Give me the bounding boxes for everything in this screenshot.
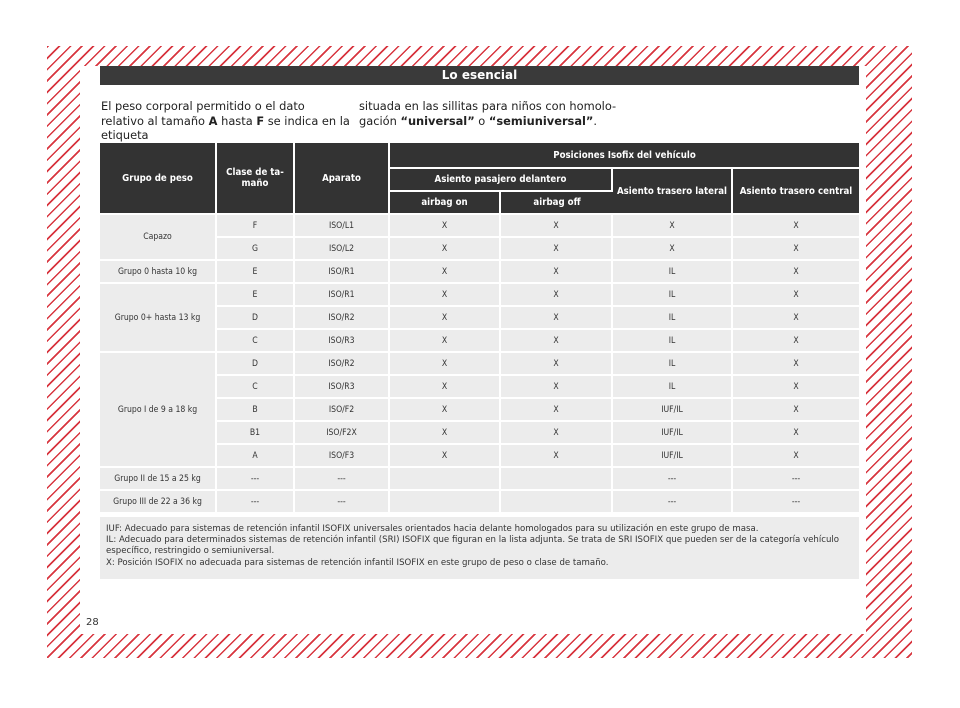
- intro-text: El peso corporal permitido o el dato relativo al tamaño: [101, 99, 305, 128]
- table-cell: X: [390, 215, 501, 236]
- table-cell: IL: [613, 261, 733, 282]
- table-cell: ISO/R2: [295, 353, 390, 374]
- table-cell: X: [613, 238, 733, 259]
- table-cell: ISO/F2: [295, 399, 390, 420]
- table-cell: [390, 468, 501, 489]
- table-cell: D: [217, 307, 295, 328]
- table-cell: X: [390, 376, 501, 397]
- intro-bold: “semiuniversal”: [488, 113, 594, 128]
- group-cell: Grupo II de 15 a 25 kg: [100, 468, 217, 489]
- table-cell: E: [217, 261, 295, 282]
- table-cell: IL: [613, 330, 733, 351]
- table-cell: ---: [295, 491, 390, 512]
- intro-text: se indica en la etiqueta: [101, 113, 350, 142]
- table-cell: ISO/R1: [295, 261, 390, 282]
- intro-bold: F: [256, 113, 265, 128]
- table-cell: X: [390, 330, 501, 351]
- table-cell: ISO/F2X: [295, 422, 390, 443]
- table-cell: A: [217, 445, 295, 466]
- table-cell: X: [390, 238, 501, 259]
- table-cell: X: [390, 422, 501, 443]
- group-cell: Grupo 0+ hasta 13 kg: [100, 284, 217, 351]
- table-cell: X: [733, 330, 859, 351]
- table-cell: X: [733, 261, 859, 282]
- table-cell: F: [217, 215, 295, 236]
- table-cell: ISO/R3: [295, 376, 390, 397]
- group-cell: Grupo III de 22 a 36 kg: [100, 491, 217, 512]
- table-cell: ---: [295, 468, 390, 489]
- header-aparato: Aparato: [295, 143, 390, 213]
- header-posiciones-isofix: Posiciones Isofix del vehículo: [390, 143, 859, 167]
- table-cell: ISO/L1: [295, 215, 390, 236]
- header-asiento-central: Asiento trasero central: [733, 169, 859, 213]
- table-cell: IL: [613, 307, 733, 328]
- table-cell: ---: [733, 491, 859, 512]
- table-row: [100, 261, 859, 282]
- intro-text: hasta: [217, 113, 257, 128]
- table-cell: X: [390, 307, 501, 328]
- table-cell: [390, 491, 501, 512]
- group-cell: Grupo 0 hasta 10 kg: [100, 261, 217, 282]
- table-cell: X: [501, 376, 613, 397]
- table-cell: ISO/R2: [295, 307, 390, 328]
- table-cell: X: [501, 422, 613, 443]
- table-cell: IL: [613, 376, 733, 397]
- header-airbag-off: airbag off: [501, 192, 613, 213]
- intro-bold: “universal”: [400, 113, 475, 128]
- table-cell: ---: [217, 491, 295, 512]
- table-cell: X: [501, 215, 613, 236]
- isofix-table-body: [100, 215, 859, 512]
- intro-text: situada en las sillitas para niños con homolo-gación: [359, 99, 617, 128]
- table-cell: X: [390, 353, 501, 374]
- table-cell: C: [217, 330, 295, 351]
- table-cell: C: [217, 376, 295, 397]
- section-header: Lo esencial: [100, 66, 859, 85]
- table-cell: [501, 468, 613, 489]
- group-cell: Grupo I de 9 a 18 kg: [100, 353, 217, 466]
- table-cell: X: [733, 215, 859, 236]
- table-cell: X: [501, 330, 613, 351]
- table-cell: ---: [613, 491, 733, 512]
- table-cell: ISO/R1: [295, 284, 390, 305]
- table-cell: X: [733, 445, 859, 466]
- intro-bold: A: [208, 113, 218, 128]
- table-cell: X: [733, 284, 859, 305]
- table-cell: X: [501, 284, 613, 305]
- table-cell: X: [733, 238, 859, 259]
- notes-box: [100, 517, 859, 579]
- table-cell: ISO/L2: [295, 238, 390, 259]
- header-asiento-delantero: Asiento pasajero delantero: [390, 169, 613, 190]
- table-cell: X: [501, 353, 613, 374]
- isofix-table: [100, 141, 859, 514]
- table-row: [100, 491, 859, 512]
- table-cell: X: [501, 399, 613, 420]
- table-cell: IL: [613, 284, 733, 305]
- table-cell: IUF/IL: [613, 399, 733, 420]
- table-cell: X: [613, 215, 733, 236]
- note-iuf: IUF: Adecuado para sistemas de retención infantil ISOFIX universales orientados hacia delante homologados para su utilización en este grupo de masa.: [106, 524, 759, 534]
- table-row: [100, 284, 859, 305]
- header-airbag-on: airbag on: [390, 192, 501, 213]
- table-cell: X: [733, 353, 859, 374]
- table-cell: IUF/IL: [613, 422, 733, 443]
- table-row: [100, 468, 859, 489]
- table-cell: ISO/R3: [295, 330, 390, 351]
- table-cell: E: [217, 284, 295, 305]
- table-cell: IUF/IL: [613, 445, 733, 466]
- table-cell: [501, 491, 613, 512]
- table-cell: X: [501, 307, 613, 328]
- table-cell: G: [217, 238, 295, 259]
- table-cell: IL: [613, 353, 733, 374]
- intro-paragraph-1: [101, 99, 351, 143]
- table-cell: B: [217, 399, 295, 420]
- table-cell: X: [390, 399, 501, 420]
- table-cell: X: [501, 445, 613, 466]
- header-clase-de-tamano: Clase de ta-maño: [217, 143, 295, 213]
- table-row: [100, 215, 859, 236]
- table-cell: X: [501, 261, 613, 282]
- intro-text: .: [593, 113, 598, 128]
- note-il: IL: Adecuado para determinados sistemas de retención infantil (SRI) ISOFIX que figuran en la lista adjunta. Se trata de SRI ISOFIX que pueden ser de la categoría vehículo específico, restringido o semiuniversal.: [106, 535, 840, 557]
- table-cell: D: [217, 353, 295, 374]
- table-cell: B1: [217, 422, 295, 443]
- table-row: [100, 353, 859, 374]
- intro-paragraph-2: [359, 99, 619, 128]
- table-cell: X: [390, 445, 501, 466]
- group-cell: Capazo: [100, 215, 217, 259]
- table-cell: X: [733, 422, 859, 443]
- table-cell: ---: [733, 468, 859, 489]
- table-cell: ---: [613, 468, 733, 489]
- table-cell: X: [733, 307, 859, 328]
- table-cell: X: [501, 238, 613, 259]
- page-number: 28: [86, 617, 99, 628]
- header-grupo-de-peso: Grupo de peso: [100, 143, 217, 213]
- table-cell: ISO/F3: [295, 445, 390, 466]
- table-cell: X: [390, 284, 501, 305]
- table-cell: X: [390, 261, 501, 282]
- header-asiento-lateral: Asiento trasero lateral: [613, 169, 733, 213]
- note-x: X: Posición ISOFIX no adecuada para sistemas de retención infantil ISOFIX en este grupo de peso o clase de tamaño.: [106, 557, 609, 568]
- table-cell: ---: [217, 468, 295, 489]
- table-cell: X: [733, 376, 859, 397]
- table-cell: X: [733, 399, 859, 420]
- intro-text: o: [474, 113, 489, 128]
